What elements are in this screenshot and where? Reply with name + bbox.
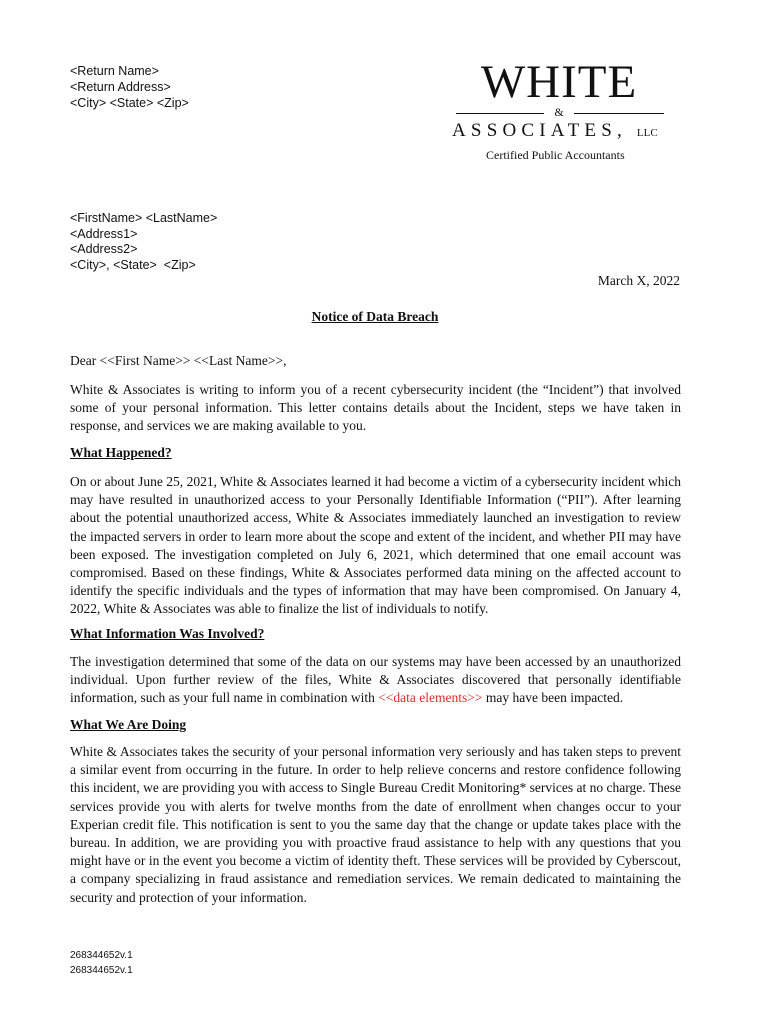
letter-title: Notice of Data Breach — [311, 309, 439, 324]
return-name: <Return Name> — [70, 64, 159, 78]
company-logo — [452, 58, 674, 168]
logo-associates — [452, 120, 658, 144]
intro-paragraph: White & Associates is writing to inform you of a recent cybersecurity incident (the “Incident”) that involved some of your personal information. This letter contains details about the Incident, steps we have taken in response, and services we are making available to you. — [70, 382, 681, 434]
logo-ampersand: & — [554, 105, 564, 119]
recipient-city-state-zip: <City>, <State> <Zip> — [70, 257, 196, 272]
logo-name: WHITE — [480, 56, 638, 108]
heading-what-we-are-doing: What We Are Doing — [70, 717, 187, 732]
return-address: <Return Address> — [70, 80, 171, 94]
logo-rule-right — [574, 113, 664, 114]
recipient-name: <FirstName> <LastName> — [70, 211, 218, 225]
what-information-text-end: may have been impacted. — [482, 690, 624, 706]
what-we-are-doing-paragraph: White & Associates takes the security of your personal information very seriously and has taken steps to prevent a similar event from occurring in the future. In order to help relieve concerns and restore confidence following this incident, we are providing you with access to Single Bureau Credit Monitoring* services at no charge. These services provide you with alerts for twelve months from the date of enrollment when changes occur to your Experian credit file. This notification is sent to you the same day that the change or update takes place with the bureau. In addition, we are providing you with proactive fraud assistance to help with any questions that you might have or in the event you become a victim of identity theft. These services will be provided by Cyberscout, a company specializing in fraud assistance and remediation services. We remain dedicated to maintaining the security and protection of your information. — [70, 744, 681, 905]
letter-date: March X, 2022 — [597, 273, 680, 288]
heading-what-happened: What Happened? — [70, 445, 172, 460]
logo-rule-left — [456, 113, 544, 114]
data-elements-placeholder: <<data elements>> — [378, 690, 483, 706]
recipient-address-block — [70, 211, 217, 273]
what-happened-paragraph: On or about June 25, 2021, White & Associates learned it had become a victim of a cybersecurity incident which may have resulted in unauthorized access to your Personally Identifiable Information (“PII”). After learning about the potential unauthorized access, White & Associates immediately launched an investigation to review the impacted servers in order to learn more about the scope and extent of the incident, and whether PII may have been exposed. The investigation completed on July 6, 2021, which determined that one email account was compromised. Based on these findings, White & Associates performed data mining on the affected account to identify the specific individuals and the types of information that may have been compromised. On January 4, 2022, White & Associates was able to finalize the list of individuals to notify. — [70, 474, 681, 617]
heading-what-information: What Information Was Involved? — [70, 626, 265, 641]
footer-doc-id-1: 268344652v.1 — [70, 950, 133, 961]
logo-tagline: Certified Public Accountants — [486, 148, 625, 162]
what-information-text-start: The investigation determined that some of the data on our systems may have been accessed by an unauthorized individual. Upon further review of the files, White & Associates discovered that personally identifiable information, such as your full name in combination with — [70, 654, 681, 706]
return-city-state-zip: <City> <State> <Zip> — [70, 96, 189, 110]
logo-llc: LLC — [636, 127, 658, 139]
what-information-paragraph — [70, 653, 681, 708]
return-address-block — [70, 63, 189, 111]
recipient-address1: <Address1> — [70, 226, 138, 241]
recipient-address2: <Address2> — [70, 242, 138, 256]
footer-doc-id-2: 268344652v.1 — [70, 965, 133, 976]
logo-associates-text: ASSOCIATES, — [452, 120, 627, 141]
document-footer — [70, 948, 133, 978]
salutation: Dear <<First Name>> <<Last Name>>, — [70, 353, 287, 368]
